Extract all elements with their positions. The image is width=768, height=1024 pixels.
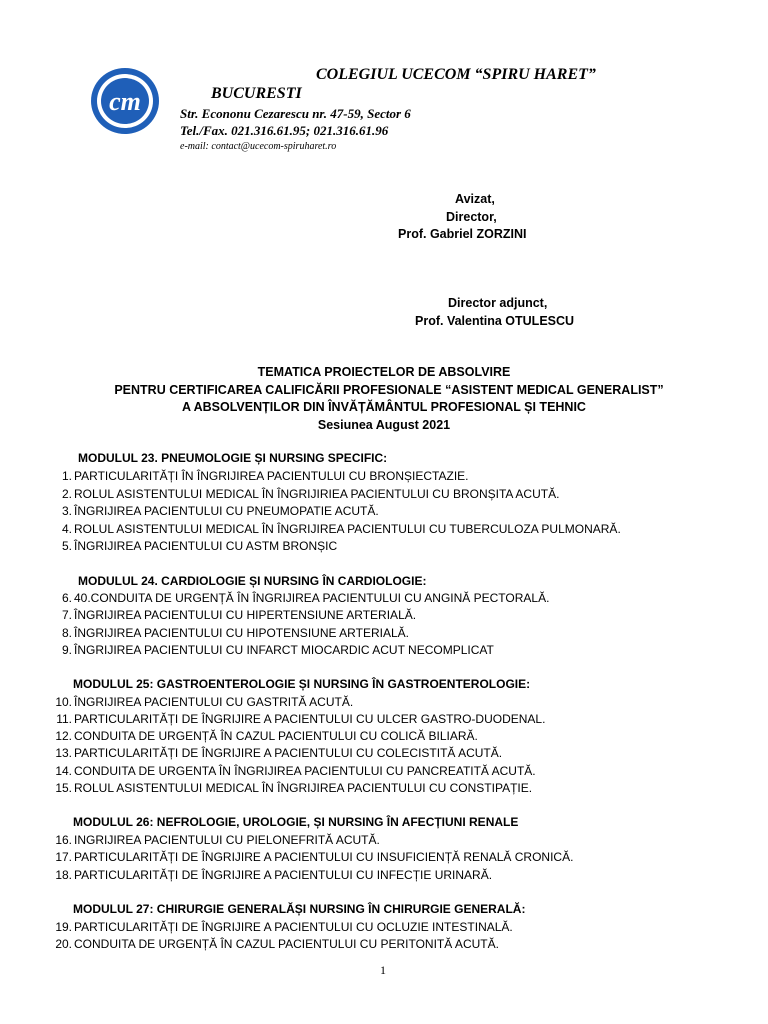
deputy-name: Prof. Valentina OTULESCU: [415, 314, 575, 328]
list-item: 19. PARTICULARITĂȚI DE ÎNGRIJIRE A PACIENTULUI CU OCLUZIE INTESTINALĂ.: [55, 920, 513, 934]
address: Str. Econonu Cezarescu nr. 47-59, Sector 6: [180, 106, 411, 121]
title-line-3: A ABSOLVENȚILOR DIN ÎNVĂȚĂMÂNTUL PROFESIONAL ȘI TEHNIC: [182, 400, 586, 414]
list-item: 3. ÎNGRIJIREA PACIENTULUI CU PNEUMOPATIE ACUTĂ.: [61, 504, 379, 518]
list-item: 1. PARTICULARITĂȚI ÎN ÎNGRIJIREA PACIENTULUI CU BRONȘIECTAZIE.: [61, 469, 469, 483]
list-item: 11. PARTICULARITĂȚI DE ÎNGRIJIRE A PACIENTULUI CU ULCER GASTRO-DUODENAL.: [56, 712, 546, 726]
director-title: Director,: [446, 210, 497, 224]
list-item: 5. ÎNGRIJIREA PACIENTULUI CU ASTM BRONȘIC: [61, 539, 338, 553]
list-item: 16. INGRIJIREA PACIENTULUI CU PIELONEFRITĂ ACUTĂ.: [55, 833, 380, 847]
list-item: 14. CONDUITA DE URGENTA ÎN ÎNGRIJIREA PACIENTULUI CU PANCREATITĂ ACUTĂ.: [55, 764, 536, 778]
logo-text: cm: [109, 87, 141, 116]
deputy-title: Director adjunct,: [448, 296, 548, 310]
list-item: 13. PARTICULARITĂȚI DE ÎNGRIJIRE A PACIENTULUI CU COLECISTITĂ ACUTĂ.: [55, 746, 503, 760]
list-item: 4. ROLUL ASISTENTULUI MEDICAL ÎN ÎNGRIJIREA PACIENTULUI CU TUBERCULOZA PULMONARĂ.: [61, 522, 621, 536]
title-line-4: Sesiunea August 2021: [317, 418, 451, 432]
list-item: 10. ÎNGRIJIREA PACIENTULUI CU GASTRITĂ ACUTĂ.: [55, 695, 354, 709]
module-title: MODULUL 27: CHIRURGIE GENERALĂȘI NURSING ÎN CHIRURGIE GENERALĂ:: [73, 902, 526, 916]
module-title: MODULUL 26: NEFROLOGIE, UROLOGIE, ȘI NURSING ÎN AFECȚIUNI RENALE: [73, 815, 519, 829]
list-item: 6. 40.CONDUITA DE URGENȚĂ ÎN ÎNGRIJIREA PACIENTULUI CU ANGINĂ PECTORALĂ.: [61, 591, 550, 605]
module-title: MODULUL 24. CARDIOLOGIE ȘI NURSING ÎN CARDIOLOGIE:: [78, 574, 427, 588]
director-name: Prof. Gabriel ZORZINI: [398, 227, 527, 241]
avizat-label: Avizat,: [455, 192, 495, 206]
list-item: 15. ROLUL ASISTENTULUI MEDICAL ÎN ÎNGRIJIREA PACIENTULUI CU CONSTIPAȚIE.: [55, 781, 533, 795]
school-name: COLEGIUL UCECOM “SPIRU HARET”: [316, 66, 596, 83]
list-item: 2. ROLUL ASISTENTULUI MEDICAL ÎN ÎNGRIJIRIEA PACIENTULUI CU BRONȘITA ACUTĂ.: [61, 487, 560, 501]
module-title: MODULUL 23. PNEUMOLOGIE ȘI NURSING SPECIFIC:: [78, 451, 388, 465]
list-item: 7. ÎNGRIJIREA PACIENTULUI CU HIPERTENSIUNE ARTERIALĂ.: [61, 608, 417, 622]
email: e-mail: contact@ucecom-spiruharet.ro: [180, 141, 337, 152]
city: BUCURESTI: [211, 85, 302, 102]
title-line-2: PENTRU CERTIFICAREA CALIFICĂRII PROFESIONALE “ASISTENT MEDICAL GENERALIST”: [114, 383, 664, 397]
list-item: 12. CONDUITA DE URGENȚĂ ÎN CAZUL PACIENTULUI CU COLICĂ BILIARĂ.: [55, 729, 478, 743]
phone: Tel./Fax. 021.316.61.95; 021.316.61.96: [180, 123, 389, 138]
list-item: 18. PARTICULARITĂȚI DE ÎNGRIJIRE A PACIENTULUI CU INFECȚIE URINARĂ.: [55, 868, 493, 882]
list-item: 17. PARTICULARITĂȚI DE ÎNGRIJIRE A PACIENTULUI CU INSUFICIENȚĂ RENALĂ CRONICĂ.: [55, 850, 574, 864]
school-logo: [89, 66, 161, 136]
list-item: 8. ÎNGRIJIREA PACIENTULUI CU HIPOTENSIUNE ARTERIALĂ.: [61, 626, 409, 640]
list-item: 9. ÎNGRIJIREA PACIENTULUI CU INFARCT MIOCARDIC ACUT NECOMPLICAT: [61, 643, 494, 657]
module-title: MODULUL 25: GASTROENTEROLOGIE ȘI NURSING ÎN GASTROENTEROLOGIE:: [73, 677, 531, 691]
title-line-1: TEMATICA PROIECTELOR DE ABSOLVIRE: [257, 365, 511, 379]
list-item: 20. CONDUITA DE URGENȚĂ ÎN CAZUL PACIENTULUI CU PERITONITĂ ACUTĂ.: [55, 937, 499, 951]
page-number: 1: [380, 963, 386, 977]
